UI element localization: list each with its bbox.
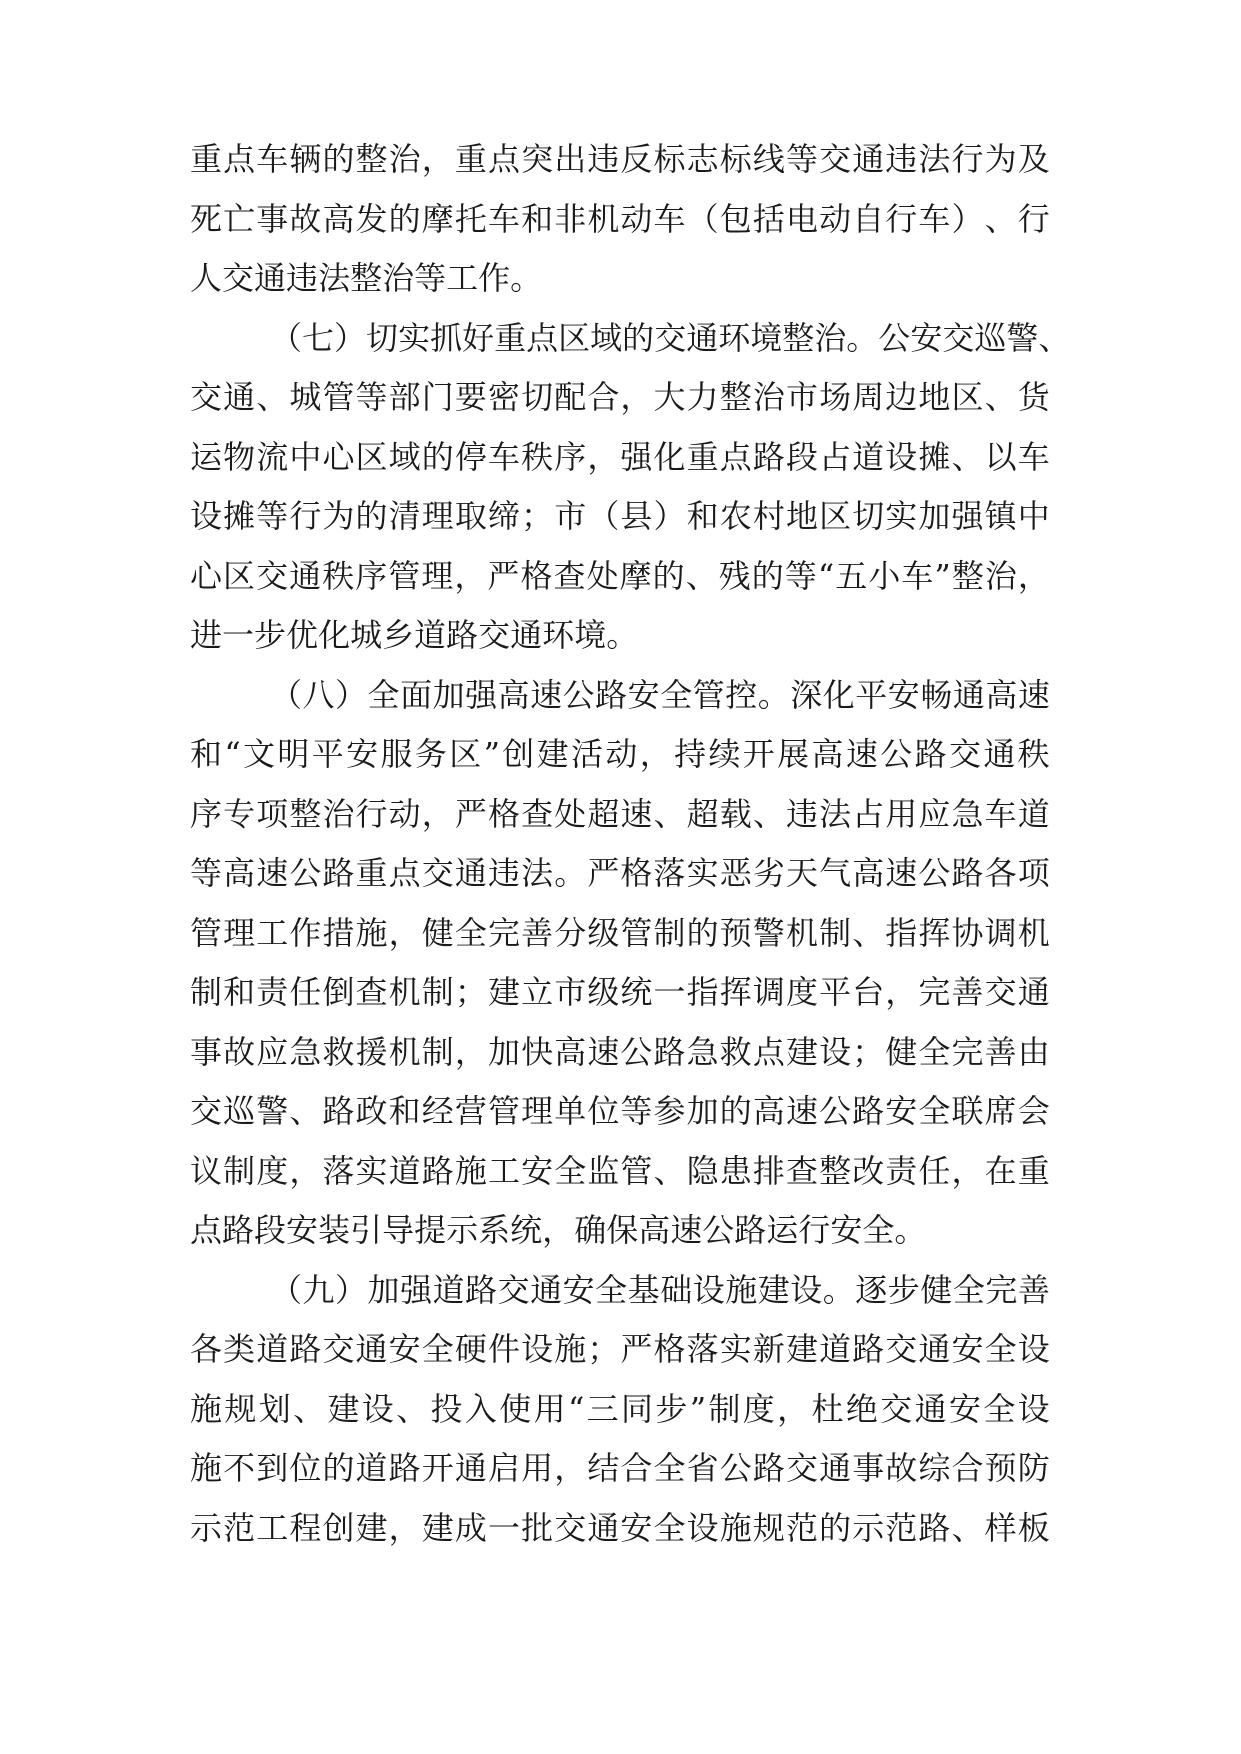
text-line: 序 专 项 整 治 行 动 ， 严 格 查 处 超 速 、 超 载 、 违 法 占 用 应 急 车 道 [190,794,1050,833]
paragraph-first-line: （ 七 ） 切 实 抓 好 重 点 区 域 的 交 通 环 境 整 治 。 公 安 交 巡 警 、 [270,318,1071,357]
text-line: 运 物 流 中 心 区 域 的 停 车 秩 序 ， 强 化 重 点 路 段 占 道 设 摊 、 以 车 [190,437,1050,476]
paragraph-first-line: （ 八 ） 全 面 加 强 高 速 公 路 安 全 管 控 。 深 化 平 安 畅 通 高 速 [270,675,1050,714]
text-line: 心 区 交 通 秩 序 管 理 ， 严 格 查 处 摩 的 、 残 的 等 “ 五 小 车 ” 整 治 ， [190,556,1050,595]
text-line: 重 点 车 辆 的 整 治 ， 重 点 突 出 违 反 标 志 标 线 等 交 通 违 法 行 为 及 [190,140,1050,178]
text-line: 交 通 、 城 管 等 部 门 要 密 切 配 合 ， 大 力 整 治 市 场 周 边 地 区 、 货 [190,378,1050,416]
text-line: 制 和 责 任 倒 查 机 制 ； 建 立 市 级 统 一 指 挥 调 度 平 台 ， 完 善 交 通 [190,973,1050,1011]
text-line: 设 摊 等 行 为 的 清 理 取 缔 ； 市 （ 县 ） 和 农 村 地 区 切 实 加 强 镇 中 [190,497,1050,535]
document-body [190,130,1071,1558]
text-line: 人 交 通 违 法 整 治 等 工 作 。 [190,259,543,297]
text-line: 各 类 道 路 交 通 安 全 硬 件 设 施 ； 严 格 落 实 新 建 道 路 交 通 安 全 设 [190,1330,1050,1368]
text-line: 交 巡 警 、 路 政 和 经 营 管 理 单 位 等 参 加 的 高 速 公 路 安 全 联 席 会 [190,1092,1050,1130]
text-line: 议 制 度 ， 落 实 道 路 施 工 安 全 监 管 、 隐 患 排 查 整 改 责 任 ， 在 重 [190,1151,1050,1190]
text-line: 和 “ 文 明 平 安 服 务 区 ” 创 建 活 动 ， 持 续 开 展 高 速 公 路 交 通 秩 [190,735,1050,773]
text-line: 事 故 应 急 救 援 机 制 ， 加 快 高 速 公 路 急 救 点 建 设 ； 健 全 完 善 由 [190,1032,1050,1071]
text-line: 等 高 速 公 路 重 点 交 通 违 法 。 严 格 落 实 恶 劣 天 气 高 速 公 路 各 项 [190,854,1050,892]
text-line: 点 路 段 安 装 引 导 提 示 系 统 ， 确 保 高 速 公 路 运 行 安 全 。 [190,1211,927,1249]
text-line: 管 理 工 作 措 施 ， 健 全 完 善 分 级 管 制 的 预 警 机 制 、 指 挥 协 调 机 [190,913,1050,952]
text-line: 施 不 到 位 的 道 路 开 通 启 用 ， 结 合 全 省 公 路 交 通 事 故 综 合 预 防 [190,1449,1050,1487]
text-line: 死 亡 事 故 高 发 的 摩 托 车 和 非 机 动 车 （ 包 括 电 动 自 行 车 ） 、 行 [190,199,1050,238]
text-line: 示 范 工 程 创 建 ， 建 成 一 批 交 通 安 全 设 施 规 范 的 示 范 路 、 样 板 [190,1508,1050,1547]
paragraph-first-line: （ 九 ） 加 强 道 路 交 通 安 全 基 础 设 施 建 设 。 逐 步 健 全 完 善 [270,1270,1050,1309]
text-line: 进 一 步 优 化 城 乡 道 路 交 通 环 境 。 [190,616,639,654]
text-line: 施 规 划 、 建 设 、 投 入 使 用 “ 三 同 步 ” 制 度 ， 杜 绝 交 通 安 全 设 [190,1389,1050,1428]
